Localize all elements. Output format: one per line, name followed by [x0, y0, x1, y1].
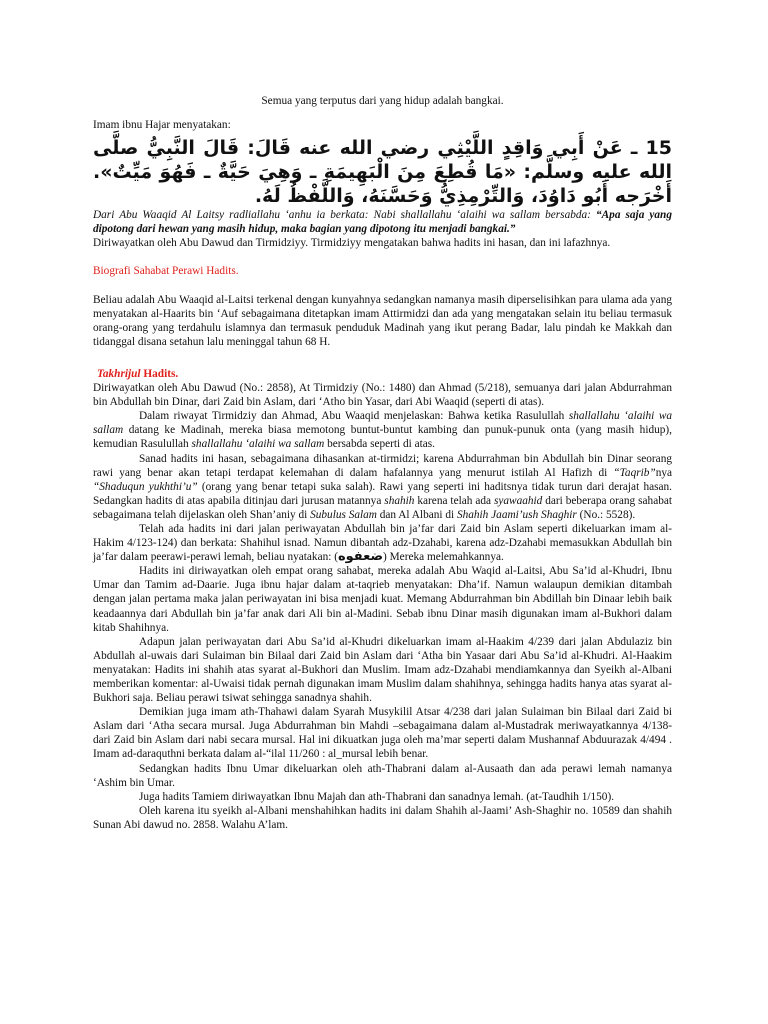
intro-line: Imam ibnu Hajar menyatakan: [93, 119, 231, 132]
paragraph-10: Oleh karena itu syeikh al-Albani menshahihkan hadits ini dalam Shahih al-Jaami’ Ash-Shaghir no. 10589 dan shahih Sunan Abi dawud no. 2858. Walahu A’lam. [93, 804, 672, 831]
paragraph-7: Demikian juga imam ath-Thahawi dalam Syarah Musykilil Atsar 4/238 dari jalan Sulaiman bin Bilaal dari Zaid bi Aslam dari ‘Atha secara mursal. Juga Abdurrahman bin Mahdi –sebagaimana dalam al-Mustadrak meriwayatkannya 4/138- dari Zaid bin Aslam dari nabi secara mursal. Hal ini dikuatkan juga oleh ma’mar seperti dalam Mushannaf Abduurazak 4/494 . Imam ad-daraquthni berkata dalam al-“ilal 11/260 : al_mursal lebih benar. [93, 706, 672, 761]
p2-italic-2: shallallahu ‘alaihi wa sallam [191, 438, 325, 451]
p3-italic-4: syawaahid [493, 494, 543, 507]
paragraph-9: Juga hadits Tamiem diriwayatkan Ibnu Majah dan ath-Thabrani dan sanadnya lemah. (at-Taudhih 1/150). [139, 790, 615, 803]
arabic-hadith: 15 ـ عَنْ أَبِي وَاقِدٍ اللَّيْثِي رضي الله عنه قَالَ: قَالَ النَّبِيُّ صلَّى الله عليه وسلَّم: «مَا قُطِعَ مِنَ الْبَهِيمَةِ ـ وَهِيَ حَيَّةٌ ـ فَهُوَ مَيِّتٌ». أَخْرَجه أَبُو دَاوُدَ، وَالتِّرْمِذِيُّ وَحَسَّنَهُ، وَاللَّفْظُ لَهُ. [93, 137, 672, 208]
p3-italic-6: Shahih Jaami’ush Shaghir [456, 508, 577, 521]
p3-italic-5: Subulus Salam [310, 508, 377, 521]
p2-text-c: bersabda seperti di atas. [324, 438, 436, 451]
p3-italic-1: “Taqrib” [613, 466, 656, 479]
p3-text-a: Sanad hadits ini hasan, sebagaimana dihasankan at-tirmidzi; karena Abdurrahman bin Abdullah bin Dinar seorang rawi yang benar akan tetapi terdapat kelemahan di dalam hafalannya yang menurut istilah Al Hafizh di [93, 452, 672, 479]
translation-intro: Dari Abu Waaqid Al Laitsy radliallahu ‘anhu ia berkata: Nabi shallallahu ‘alaihi wa sallam bersabda: [93, 209, 596, 222]
p3-text-d: karena telah ada [414, 494, 494, 507]
p4-text-a: Telah ada hadits ini dari jalan periwayatan Abdullah bin ja’far dari Zaid bin Aslam seperti dikeluarkan imam al-Hakim 4/123-124) dan berkata: Shahihul isnad. Namun dibantah adz-Dzahabi, karena adz-Dzahabi memasukkan Abdullah bin ja’far dalam peerawi-perawi lemah, beliau nyatakan: ( [93, 522, 672, 564]
document-title: Semua yang terputus dari yang hidup adalah bangkai. [261, 95, 504, 107]
translation-quote: “Apa saja yang dipotong dari hewan yang masih hidup, maka bagian yang dipotong itu menjadi bangkai.” [93, 209, 672, 236]
p2-italic-1: shallallahu ‘alaihi wa sallam [93, 410, 673, 437]
p3-text-g: (No.: 5528). [576, 508, 636, 521]
p3-italic-2: “Shaduqun yukhthi’u” [93, 480, 198, 493]
paragraph-3 [93, 452, 672, 522]
p3-text-b: nya [655, 466, 672, 479]
bio-text: Beliau adalah Abu Waaqid al-Laitsi terkenal dengan kunyahnya sedangkan namanya masih diperselisihkan para ulama ada yang menyatakan al-Haarits bin ‘Auf sebagaimana ditetapkan imam Attirmidzi dan ada yang mengatakan selain itu beliau termasuk orang-orang yang terdahulu islamnya dan termasuk penduduk Madinah yang ikut perang Badar, lalu pindah ke Makkah dan tidanggal disana setahun lalu meninggal tahun 68 H. [93, 293, 672, 348]
paragraph-1: Diriwayatkan oleh Abu Dawud (No.: 2858), At Tirmidziy (No.: 1480) dan Ahmad (5/218), semuanya dari jalan Abdurrahman bin Abdullah bin Dinar, dari Zaid bin Aslam, dari ‘Atho bin Yasar, dari Abi Waaqid (seperti di atas). [93, 382, 672, 409]
paragraph-4 [93, 522, 672, 564]
takhrij-heading-italic: Takhrijul [97, 367, 141, 380]
translation [93, 208, 672, 236]
p2-text-b: datang ke Madinah, mereka biasa memotong buntut-buntut kambing dan punuk-punuk onta (yang masih hidup), kemudian Rasulullah [93, 424, 672, 451]
paragraph-2 [93, 409, 672, 451]
p3-text-e: dari beberapa orang sahabat sebagaimana telah dijelaskan oleh Shan’aniy di [93, 494, 673, 521]
paragraph-5: Hadits ini diriwayatkan oleh empat orang sahabat, mereka adalah Abu Waqid al-Laitsi, Abu Sa’id al-Khudri, Ibnu Umar dan Tamim ad-Daarie. Juga ibnu hajar dalam at-taqrieb menyatakan: Dha’if. Namun walaupun demikian ditambah dengan jalan pertama maka jalan periwayatan ini bisa menjadi kuat. Memang Abdurrahman bin Abdillah bin Dinaar lebih baik keadaannya dari Abdullah bin ja’far anak dari Ali bin al-Madini. Sebab ibnu Dinar masih digunakan imam al-Bukhori dalam kitab Shahihnya. [93, 565, 672, 634]
paragraph-8: Sedangkan hadits Ibnu Umar dikeluarkan oleh ath-Thabrani dalam al-Ausaath dan ada perawi lemah namanya ‘Ashim bin Umar. [93, 762, 672, 789]
p3-text-f: dan Al Albani di [376, 508, 457, 521]
p3-text-c: (orang yang benar tetapi suka salah). Rawi yang seperti ini haditsnya tidak turun dari derajat hasan. Sedangkan hadits di atas apabila ditinjau dari jurusan matannya [93, 480, 672, 507]
p4-text-b: ) Mereka melemahkannya. [383, 551, 504, 564]
takhrij-heading-rest: Hadits. [140, 367, 179, 380]
takhrij-heading [93, 367, 672, 381]
p4-arabic-word: ضعفوه [337, 549, 384, 565]
p2-text-a: Dalam riwayat Tirmidziy dan Ahmad, Abu Waaqid menjelaskan: Bahwa ketika Rasulullah [139, 410, 569, 423]
narration-note: Diriwayatkan oleh Abu Dawud dan Tirmidziyy. Tirmidziyy mengatakan bahwa hadits ini hasan, dan ini lafazhnya. [93, 237, 611, 250]
paragraph-6: Adapun jalan periwayatan dari Abu Sa’id al-Khudri dikeluarkan imam al-Haakim 4/239 dari jalan Abdulaziz bin Abdullah al-uwais dari Sulaiman bin Bilaal dari Zaid bin Aslam dari ‘Atha bin Yasaar dari Abu Sa’id al-Khudri. Al-Haakim menyatakan: Hadits ini shahih atas syarat al-Bukhori dan Muslim. Imam adz-Dzahabi mendiamkannya dan Syeikh al-Albani memberikan komentar: al-Uwaisi tidak pernah digunakan imam Muslim dalam shahihnya, sehingga hadits hanya atas syarat al-Bukhori saja. Beliau perawi tsiwat sehingga sanadnya shahih. [93, 635, 672, 705]
p3-italic-3: shahih [384, 494, 415, 507]
bio-heading: Biografi Sahabat Perawi Hadits. [93, 265, 239, 278]
